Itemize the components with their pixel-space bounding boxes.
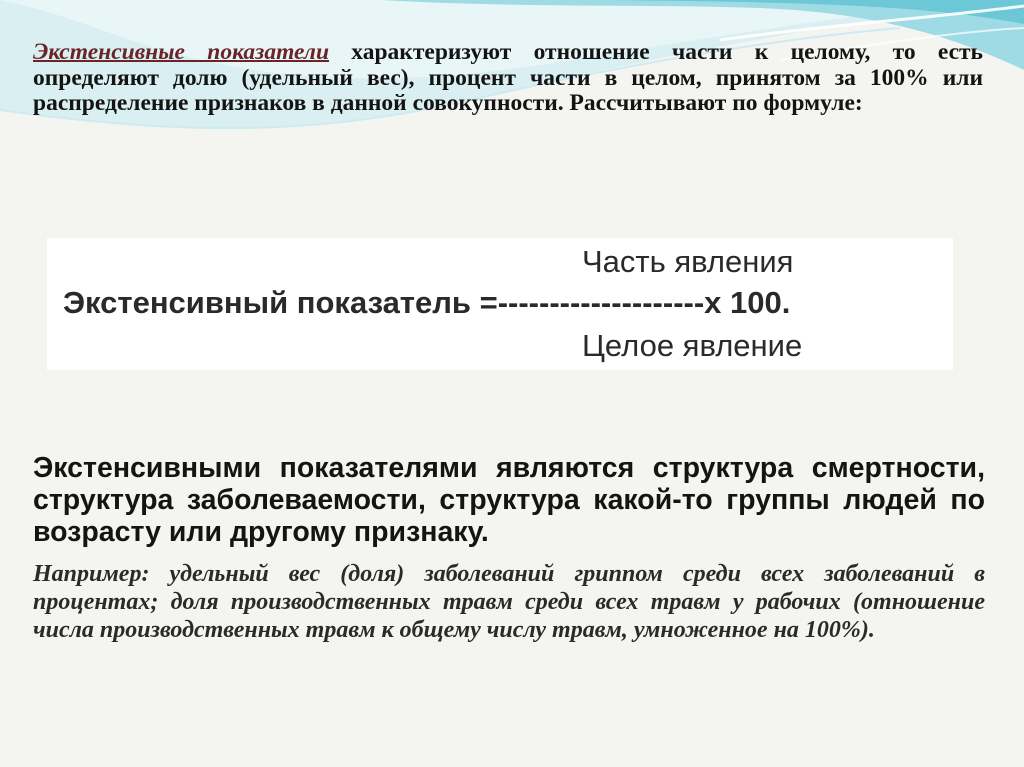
example-label: Например:: [33, 561, 150, 587]
formula-numerator: Часть явления: [582, 244, 794, 279]
example-paragraph: [33, 560, 985, 644]
formula-denominator: Целое явление: [582, 328, 803, 363]
formula-box: [47, 238, 953, 370]
term-extensive-indicators: Экстенсивные показатели: [33, 39, 330, 65]
formula-main: Экстенсивный показатель =--------------------х 100.: [63, 285, 791, 320]
examples-paragraph: Экстенсивными показателями являются структура смертности, структура заболеваемости, структура какой-то группы людей по возрасту или другому признаку.: [33, 452, 985, 548]
example-text: удельный вес (доля) заболеваний гриппом среди всех заболеваний в процентах; доля производственных травм среди всех травм у рабочих (отношение числа производственных травм к общему числу травм, умноженное на 100%).: [33, 561, 985, 643]
intro-paragraph: [33, 40, 983, 117]
intro-text: характеризуют отношение части к целому, то есть определяют долю (удельный вес), процент части в целом, принятом за 100% или распределение признаков в данной совокупности. Рассчитывают по формуле:: [33, 39, 983, 116]
